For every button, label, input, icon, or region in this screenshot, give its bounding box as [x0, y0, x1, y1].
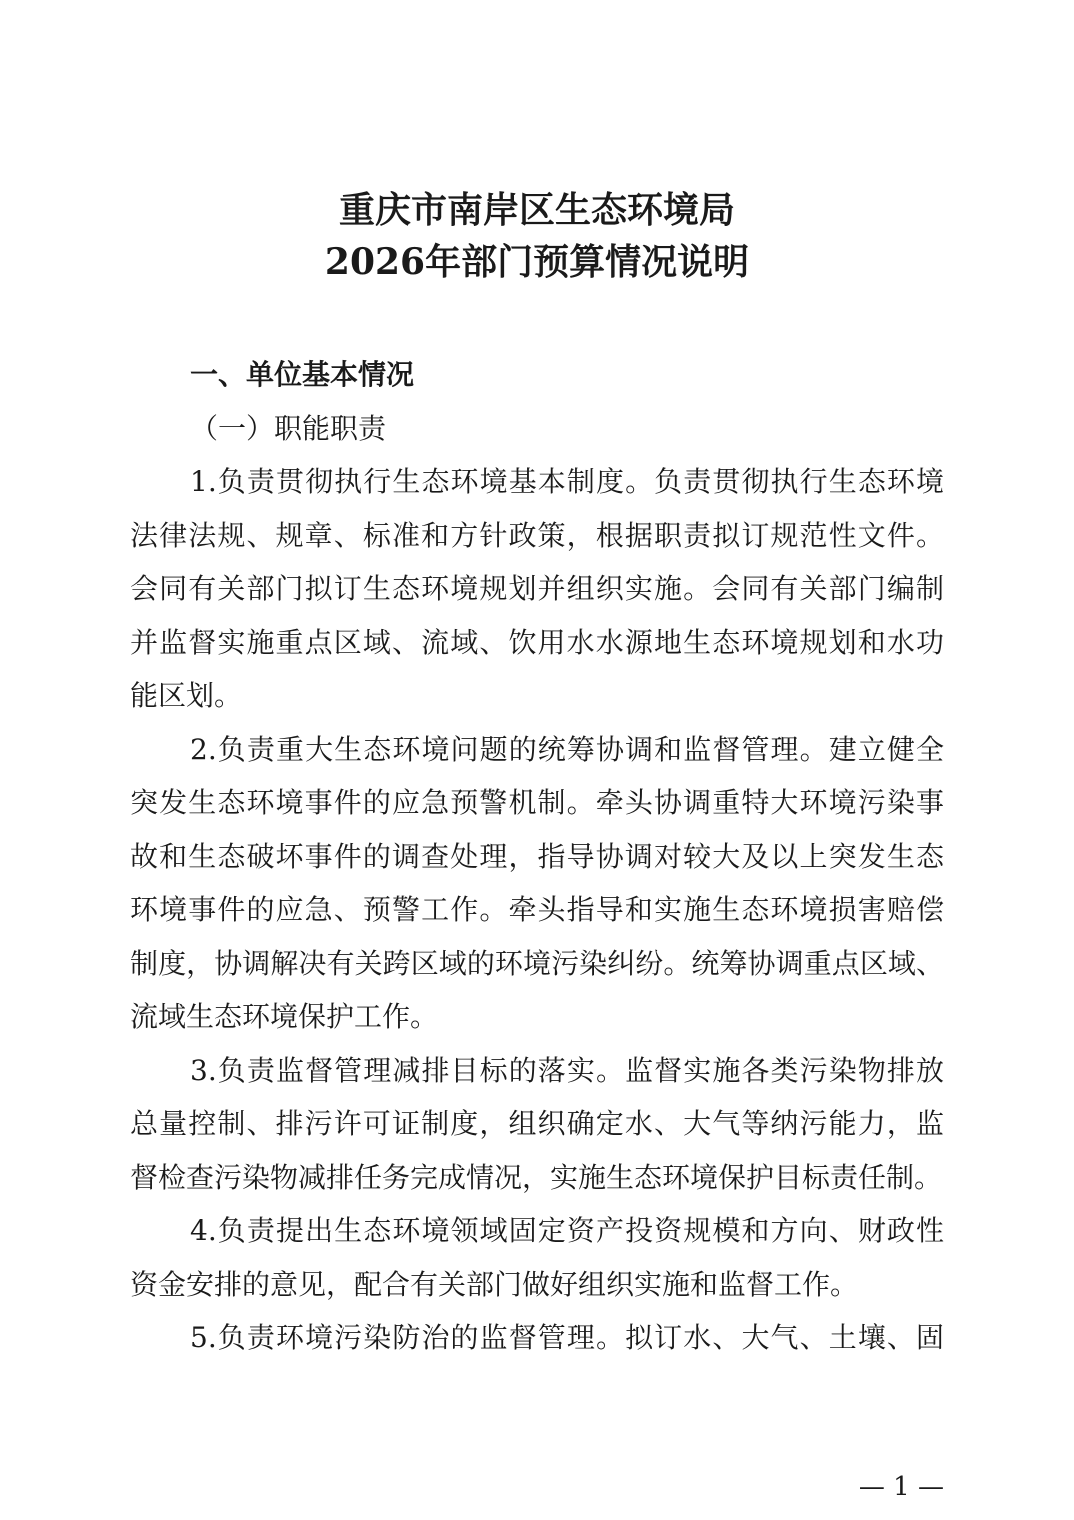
paragraph-line: 突发生态环境事件的应急预警机制。牵头协调重特大环境污染事	[130, 786, 944, 819]
paragraph-line: 4.负责提出生态环境领域固定资产投资规模和方向、财政性	[190, 1214, 944, 1247]
paragraph	[130, 723, 944, 1044]
paragraph-line: 3.负责监督管理减排目标的落实。监督实施各类污染物排放	[190, 1053, 944, 1087]
paragraph	[130, 1204, 944, 1311]
paragraph-line: 2.负责重大生态环境问题的统筹协调和监督管理。建立健全	[190, 732, 944, 766]
paragraph-line: 流域生态环境保护工作。	[130, 1000, 439, 1033]
paragraph-line: 故和生态破坏事件的调查处理，指导协调对较大及以上突发生态	[130, 839, 944, 873]
paragraph-line: 法律法规、规章、标准和方针政策，根据职责拟订规范性文件。	[130, 518, 944, 552]
paragraph-line: 制度，协调解决有关跨区域的环境污染纠纷。统筹协调重点区域、	[130, 946, 944, 980]
paragraph-line: 总量控制、排污许可证制度，组织确定水、大气等纳污能力，监	[130, 1107, 944, 1140]
paragraph-line: 并监督实施重点区域、流域、饮用水水源地生态环境规划和水功	[130, 625, 944, 659]
document-title-line1: 重庆市南岸区生态环境局	[338, 189, 735, 231]
document-body	[130, 348, 944, 1365]
subsection-heading: （一）职能职责	[190, 411, 387, 445]
document-title-line2: 2026年部门预算情况说明	[324, 241, 750, 283]
paragraph-line: 能区划。	[130, 679, 243, 712]
paragraph-line: 5.负责环境污染防治的监督管理。拟订水、大气、土壤、固	[190, 1321, 944, 1354]
paragraph	[130, 1311, 944, 1365]
paragraph-line: 会同有关部门拟订生态环境规划并组织实施。会同有关部门编制	[130, 572, 944, 605]
paragraph	[130, 455, 944, 723]
paragraph-line: 1.负责贯彻执行生态环境基本制度。负责贯彻执行生态环境	[190, 465, 944, 498]
page-number: — 1 —	[858, 1472, 944, 1502]
section-heading: 一、单位基本情况	[190, 358, 415, 391]
paragraph	[130, 1044, 944, 1205]
paragraph-line: 资金安排的意见，配合有关部门做好组织实施和监督工作。	[130, 1267, 859, 1301]
paragraph-line: 环境事件的应急、预警工作。牵头指导和实施生态环境损害赔偿	[130, 893, 944, 926]
paragraph-line: 督检查污染物减排任务完成情况，实施生态环境保护目标责任制。	[130, 1160, 943, 1194]
